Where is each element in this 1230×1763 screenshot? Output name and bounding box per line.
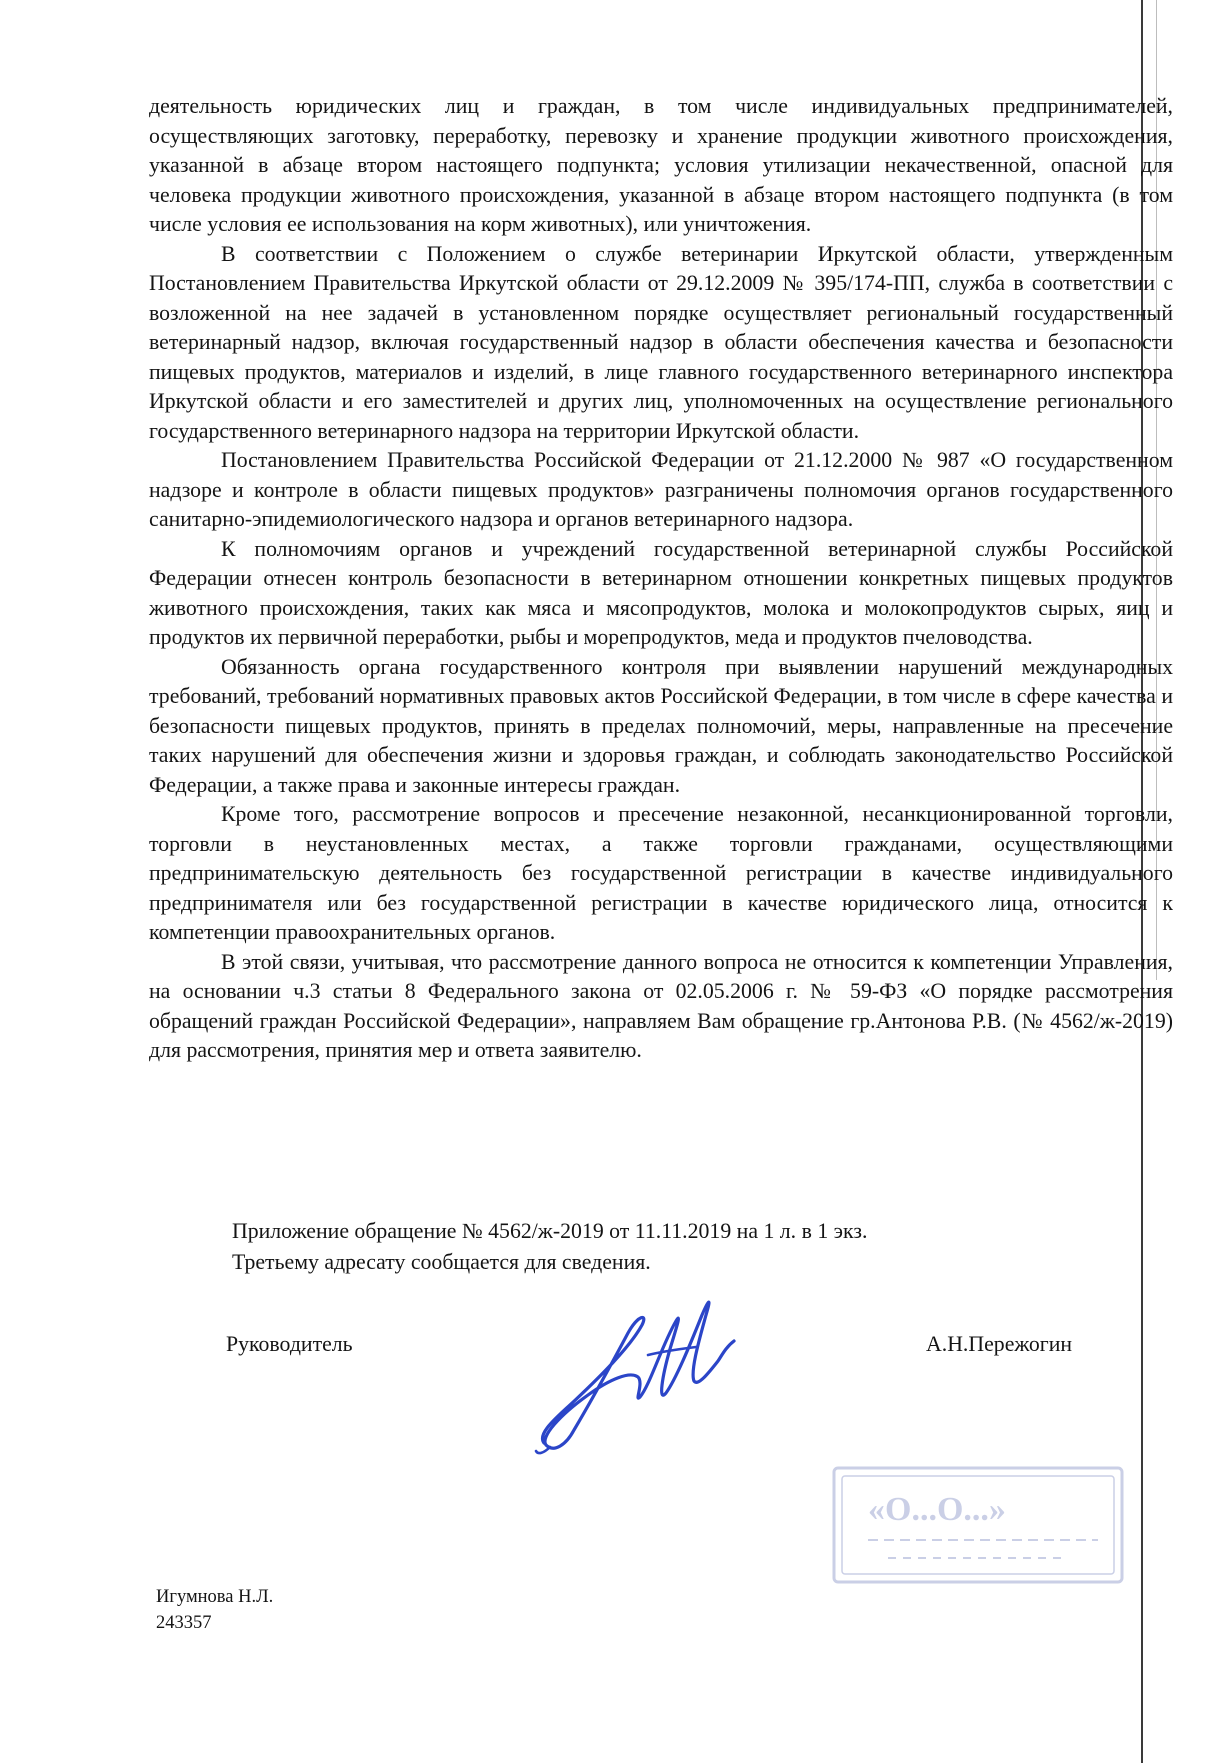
paragraph-illegal-trade: Кроме того, рассмотрение вопросов и пресечение незаконной, несанкционированной торговли, торговли в неустановленных местах, а также торговли гражданами, осуществляющими предпринимательскую деятельность без государственной регистрации в качестве индивидуального предпринимателя или без государственной регистрации в качестве юридического лица, относится к компетенции правоохранительных органов. bbox=[149, 802, 1173, 944]
third-party-note: Третьему адресату сообщается для сведения. bbox=[232, 1250, 651, 1274]
paragraph-redirect-appeal: В этой связи, учитывая, что рассмотрение данного вопроса не относится к компетенции Управления, на основании ч.3 статьи 8 Федерального закона от 02.05.2006 г. № 59-ФЗ «О порядке рассмотрения обращений граждан Российской Федерации», направляем Вам обращение гр.Антонова Р.В. (№ 4562/ж-2019) для рассмотрения, принятия мер и ответа заявителю. bbox=[149, 949, 1173, 1062]
handwritten-signature-icon bbox=[530, 1285, 740, 1460]
stamp-text: «О...О...» bbox=[868, 1491, 1006, 1528]
signer-name: А.Н.Пережогин bbox=[926, 1332, 1073, 1356]
paragraph-veterinary-authority-powers: К полномочиям органов и учреждений государственной ветеринарной службы Российской Федерации отнесен контроль безопасности в ветеринарном отношении конкретных пищевых продуктов животного происхождения, таких как мяса и мясопродуктов, молока и молокопродуктов сырых, яиц и продуктов их первичной переработки, рыбы и морепродуктов, меда и продуктов пчеловодства. bbox=[149, 536, 1173, 649]
signer-position: Руководитель bbox=[226, 1332, 353, 1356]
executor-phone: 243357 bbox=[156, 1613, 212, 1633]
paragraph-control-body-duty: Обязанность органа государственного контроля при выявлении нарушений международных требований, требований нормативных правовых актов Российской Федерации, в том числе в сфере качества и безопасности пищевых продуктов, принять в пределах полномочий, меры, направленные на пресечение таких нарушений для обеспечения жизни и здоровья граждан, и соблюдать законодательство Российской Федерации, а также права и законные интересы граждан. bbox=[149, 654, 1173, 797]
executor-name: Игумнова Н.Л. bbox=[156, 1587, 274, 1607]
paragraph-veterinary-service-regulation: В соответствии с Положением о службе ветеринарии Иркутской области, утвержденным Постановлением Правительства Иркутской области от 29.12.2009 № 395/174-ПП, служба в соответствии с возложенной на нее задачей в установленном порядке осуществляет региональный государственный ветеринарный надзор, включая государственный надзор в области обеспечения качества и безопасности пищевых продуктов, материалов и изделий, в лице главного государственного ветеринарного инспектора Иркутской области и его заместителей и других лиц, уполномоченных на осуществление регионального государственного ветеринарного надзора на территории Иркутской области. bbox=[149, 241, 1173, 443]
letter-body bbox=[149, 92, 1173, 1066]
executor-block bbox=[156, 1584, 273, 1636]
attachment-note: Приложение обращение № 4562/ж-2019 от 11.11.2019 на 1 л. в 1 экз. bbox=[232, 1219, 868, 1243]
paragraph-government-decree-987: Постановлением Правительства Российской Федерации от 21.12.2000 № 987 «О государственном надзоре и контроле в области пищевых продуктов» разграничены полномочия органов государственного санитарно-эпидемиологического надзора и органов ветеринарного надзора. bbox=[149, 448, 1173, 531]
stamp-icon bbox=[828, 1460, 1128, 1590]
appendix-block bbox=[232, 1216, 867, 1278]
paragraph-activity-continuation: деятельность юридических лиц и граждан, в том числе индивидуальных предпринимателей, осуществляющих заготовку, переработку, перевозку и хранение продукции животного происхождения, указанной в абзаце втором настоящего подпункта; условия утилизации некачественной, опасной для человека продукции животного происхождения, указанной в абзаце втором настоящего подпункта (в том числе условия ее использования на корм животных), или уничтожения. bbox=[149, 94, 1173, 236]
